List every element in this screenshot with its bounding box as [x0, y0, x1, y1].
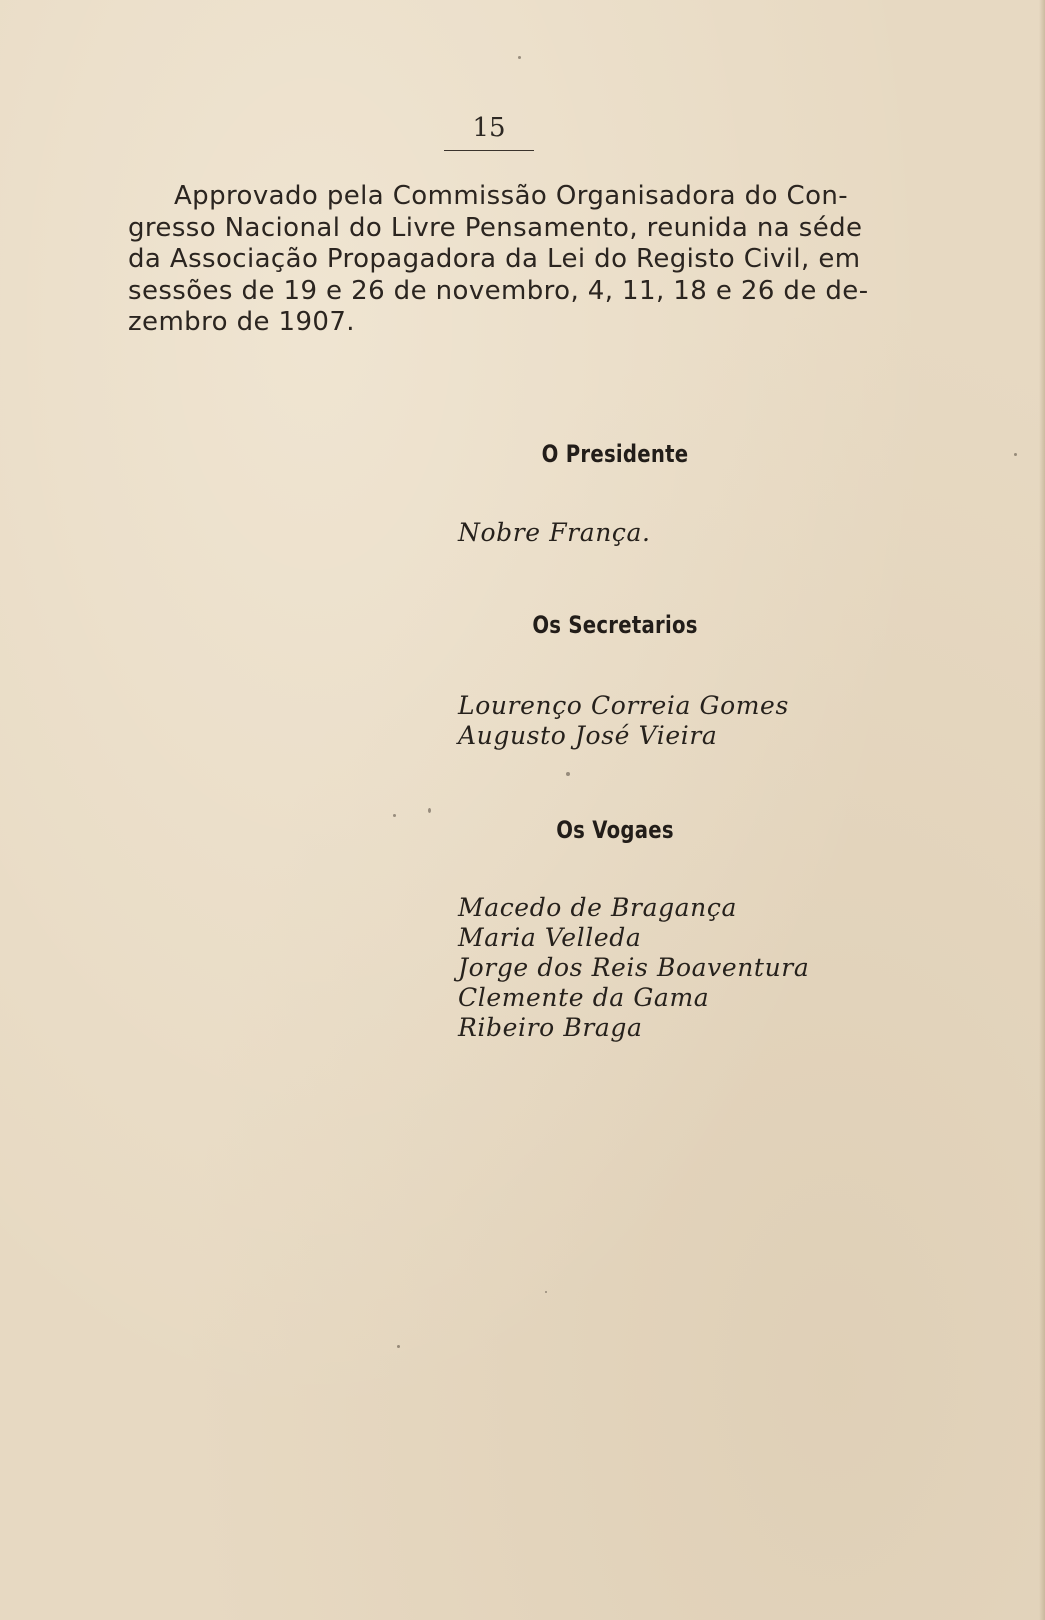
signatory-name: Maria Velleda: [458, 923, 642, 952]
signatory-name: Macedo de Bragança: [458, 893, 737, 922]
signatory-name: Lourenço Correia Gomes: [458, 691, 789, 720]
paper-speck: [1014, 453, 1017, 456]
secretaries-names: [458, 691, 789, 751]
signatory-name: Augusto José Vieira: [458, 721, 718, 750]
signatory-name: Nobre França.: [458, 518, 651, 547]
president-heading: O Presidente: [541, 440, 689, 468]
paragraph-line: gresso Nacional do Livre Pensamento, reunida na séde: [128, 212, 863, 243]
paragraph-line: da Associação Propagadora da Lei do Registo Civil, em: [128, 244, 861, 274]
signatory-name: Jorge dos Reis Boaventura: [458, 953, 810, 982]
paragraph-line: sessões de 19 e 26 de novembro, 4, 11, 18 e 26 de de-: [128, 275, 869, 306]
paper-speck: [518, 56, 521, 59]
president-names: [458, 518, 651, 548]
paper-speck: [566, 772, 570, 776]
page-edge-shadow: [1039, 0, 1045, 1620]
members-heading: Os Vogaes: [556, 816, 674, 844]
signatory-name: Clemente da Gama: [458, 983, 710, 1012]
page-number: 15: [472, 113, 506, 143]
signatory-name: Ribeiro Braga: [458, 1013, 643, 1042]
paper-speck: [428, 808, 431, 813]
paper-speck: [545, 1291, 547, 1293]
approval-paragraph: [128, 181, 869, 339]
secretaries-heading: Os Secretarios: [532, 611, 698, 639]
paper-speck: [397, 1345, 400, 1348]
paper-speck: [393, 814, 396, 817]
members-names: [458, 893, 809, 1043]
page-number-rule: [444, 150, 534, 151]
paragraph-line: Approvado pela Commissão Organisadora do Con-: [174, 181, 849, 211]
paragraph-line: zembro de 1907.: [128, 307, 355, 337]
